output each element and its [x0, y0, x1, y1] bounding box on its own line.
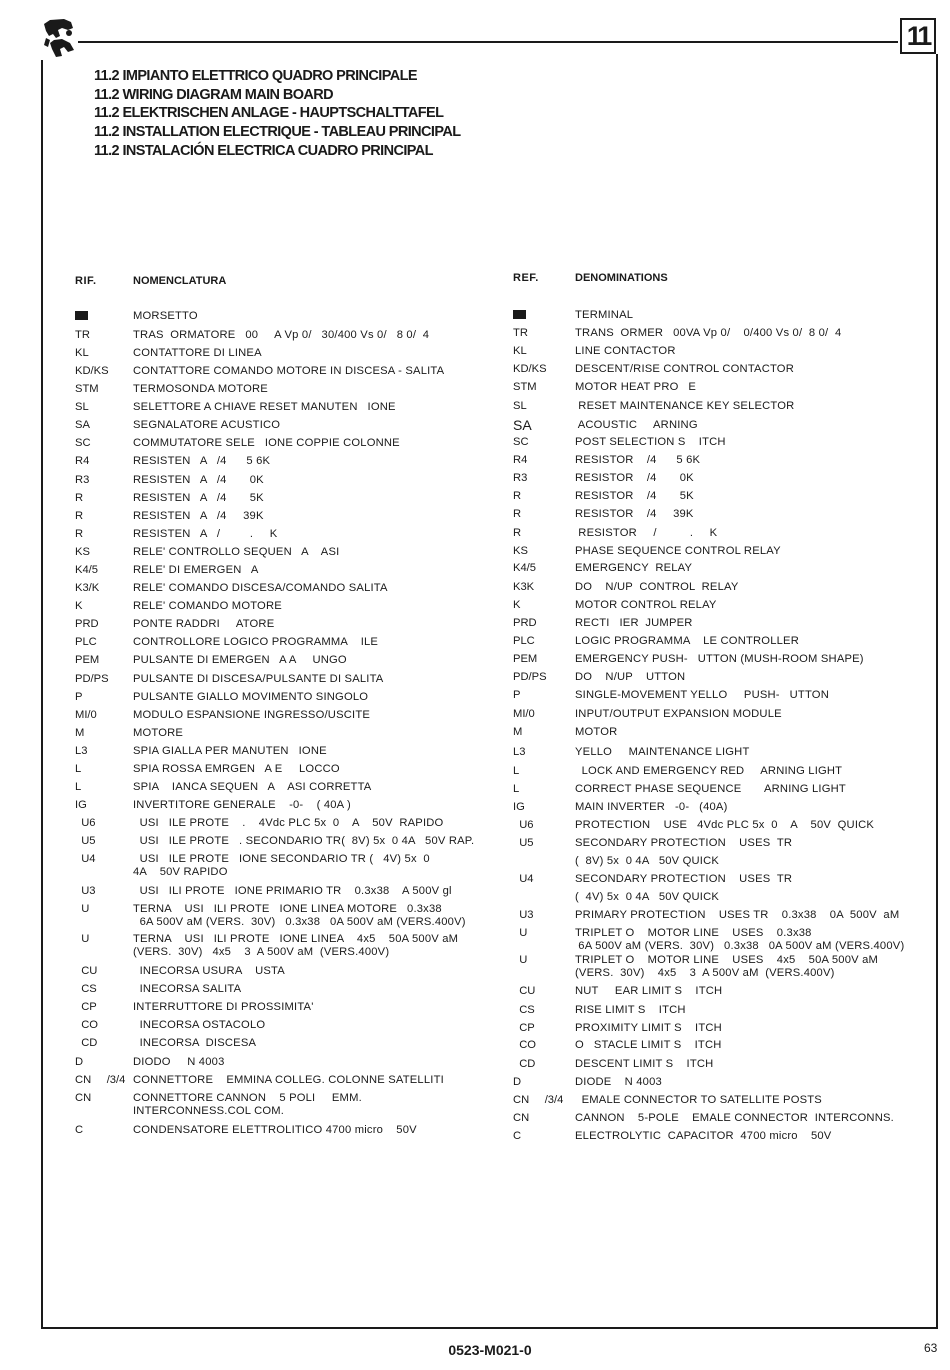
- ref-code: KL: [75, 347, 89, 359]
- ref-code: PEM: [513, 653, 538, 665]
- description: NUT EAR LIMIT S ITCH: [575, 985, 723, 997]
- ref-code: R3: [513, 472, 528, 484]
- description: RESISTEN A /4 0K: [133, 474, 264, 486]
- ref-code: R3: [75, 474, 90, 486]
- right-ref-header: REF.: [513, 272, 539, 284]
- description: SECONDARY PROTECTION USES TR: [575, 837, 793, 849]
- description: RECTI IER JUMPER: [575, 617, 693, 629]
- ref-code: R: [75, 492, 84, 504]
- ref-code: K4/5: [75, 564, 99, 576]
- ref-code: L: [75, 781, 82, 793]
- ref-code: U6: [75, 817, 96, 829]
- ref-code: TR: [75, 329, 90, 341]
- description: PULSANTE GIALLO MOVIMENTO SINGOLO: [133, 691, 369, 703]
- ref-code: L3: [513, 746, 526, 758]
- ref-code: CP: [75, 1001, 97, 1013]
- ref-code: L: [513, 783, 520, 795]
- description: RESISTOR /4 5 6K: [575, 454, 701, 466]
- terminal-symbol-icon: [75, 310, 88, 324]
- description: INECORSA SALITA: [133, 983, 242, 995]
- ref-code: SL: [75, 401, 89, 413]
- ref-code: U4: [513, 873, 534, 885]
- description: PROXIMITY LIMIT S ITCH: [575, 1022, 722, 1034]
- description: SELETTORE A CHIAVE RESET MANUTEN IONE: [133, 401, 396, 413]
- description: INPUT/OUTPUT EXPANSION MODULE: [575, 708, 782, 720]
- description: MOTOR: [575, 726, 618, 738]
- description: TRANS ORMER 00VA Vp 0/ 0/400 Vs 0/ 8 0/ 4: [575, 327, 842, 339]
- ref-code: PEM: [75, 654, 100, 666]
- description: MOTOR HEAT PRO E: [575, 381, 697, 393]
- ref-code: CN: [513, 1112, 530, 1124]
- description: MODULO ESPANSIONE INGRESSO/USCITE: [133, 709, 371, 721]
- description: DIODO N 4003: [133, 1056, 225, 1068]
- ref-code: MI/0: [513, 708, 535, 720]
- ref-code: U3: [75, 885, 96, 897]
- page-frame-left: [41, 60, 43, 1328]
- section-titles: [94, 67, 460, 161]
- page-frame-bottom: [41, 1327, 938, 1329]
- ref-code: IG: [75, 799, 87, 811]
- description: INTERRUTTORE DI PROSSIMITA': [133, 1001, 314, 1013]
- description: LINE CONTACTOR: [575, 345, 676, 357]
- ref-code: PLC: [513, 635, 535, 647]
- description: USI ILI PROTE IONE PRIMARIO TR 0.3x38 A 500V gl: [133, 885, 452, 897]
- description: USI ILE PROTE . 4Vdc PLC 5x 0 A 50V RAPIDO: [133, 817, 444, 829]
- description: INVERTITORE GENERALE -0- ( 40A ): [133, 799, 351, 811]
- ref-code: KL: [513, 345, 527, 357]
- description: CORRECT PHASE SEQUENCE ARNING LIGHT: [575, 783, 846, 795]
- ref-code: PD/PS: [513, 671, 547, 683]
- ref-code: CD: [75, 1037, 98, 1049]
- ref-code: STM: [75, 383, 99, 395]
- ref-code: CS: [513, 1004, 535, 1016]
- ref-code: R4: [75, 455, 90, 467]
- ref-code: CS: [75, 983, 97, 995]
- description: DESCENT LIMIT S ITCH: [575, 1058, 714, 1070]
- description: RESISTOR / . K: [575, 527, 718, 539]
- description: LOCK AND EMERGENCY RED ARNING LIGHT: [575, 765, 843, 777]
- description: RELE' DI EMERGEN A: [133, 564, 259, 576]
- ref-code: CN /3/4: [513, 1094, 564, 1106]
- ref-code: R: [513, 490, 522, 502]
- description: USI ILE PROTE IONE SECONDARIO TR ( 4V) 5x 0 4A 50V RAPIDO: [133, 853, 430, 878]
- ref-code: STM: [513, 381, 537, 393]
- ref-code: U: [513, 954, 528, 966]
- ref-code: L3: [75, 745, 88, 757]
- page-frame-right: [936, 54, 938, 1328]
- title-german: 11.2 ELEKTRISCHEN ANLAGE - HAUPTSCHALTTAFEL: [94, 105, 444, 122]
- description: SPIA GIALLA PER MANUTEN IONE: [133, 745, 327, 757]
- ref-code: K3/K: [75, 582, 100, 594]
- description: POST SELECTION S ITCH: [575, 436, 726, 448]
- ref-code: KS: [513, 545, 528, 557]
- ref-code: CN: [75, 1092, 92, 1104]
- description: RESISTEN A /4 39K: [133, 510, 264, 522]
- ref-code: P: [513, 689, 521, 701]
- description: TERMINAL: [575, 309, 634, 321]
- terminal-symbol-icon: [513, 309, 526, 323]
- ref-code: C: [513, 1130, 522, 1142]
- description: MOTOR CONTROL RELAY: [575, 599, 717, 611]
- description: DESCENT/RISE CONTROL CONTACTOR: [575, 363, 794, 375]
- document-code: 0523-M021-0: [448, 1342, 532, 1358]
- ref-code: R: [75, 510, 84, 522]
- description: ACOUSTIC ARNING: [575, 419, 698, 431]
- description: TERMOSONDA MOTORE: [133, 383, 268, 395]
- right-desc-header: DENOMINATIONS: [575, 272, 668, 284]
- description: YELLO MAINTENANCE LIGHT: [575, 746, 750, 758]
- ref-code: PD/PS: [75, 673, 109, 685]
- ref-code: CD: [513, 1058, 536, 1070]
- description: MORSETTO: [133, 310, 198, 322]
- ref-code: SA: [75, 419, 90, 431]
- ref-code: C: [75, 1124, 84, 1136]
- title-spanish: 11.2 INSTALACIÓN ELECTRICA CUADRO PRINCIPAL: [94, 142, 433, 159]
- ref-code: P: [75, 691, 83, 703]
- description: RELE' COMANDO MOTORE: [133, 600, 282, 612]
- description: TRAS ORMATORE 00 A Vp 0/ 30/400 Vs 0/ 8 0/ 4: [133, 329, 430, 341]
- title-italian: 11.2 IMPIANTO ELETTRICO QUADRO PRINCIPALE: [94, 68, 417, 84]
- description: SPIA ROSSA EMRGEN A E LOCCO: [133, 763, 340, 775]
- description: SECONDARY PROTECTION USES TR: [575, 873, 793, 885]
- section-number-badge: 11: [900, 18, 936, 54]
- ref-code: R4: [513, 454, 528, 466]
- description: ( 4V) 5x 0 4A 50V QUICK: [575, 891, 720, 903]
- description: ( 8V) 5x 0 4A 50V QUICK: [575, 855, 720, 867]
- description: TERNA USI ILI PROTE IONE LINEA 4x5 50A 500V aM (VERS. 30V) 4x5 3 A 500V aM (VERS.400V): [133, 933, 459, 958]
- description: RELE' COMANDO DISCESA/COMANDO SALITA: [133, 582, 388, 594]
- description: RESISTOR /4 5K: [575, 490, 694, 502]
- ref-code: CO: [513, 1039, 536, 1051]
- header-rule: [78, 41, 898, 43]
- ref-code: U: [75, 903, 90, 915]
- description: PROTECTION USE 4Vdc PLC 5x 0 A 50V QUICK: [575, 819, 875, 831]
- description: RESET MAINTENANCE KEY SELECTOR: [575, 400, 795, 412]
- ref-code: D: [513, 1076, 522, 1088]
- company-logo-icon: [40, 16, 78, 58]
- ref-code: KD/KS: [75, 365, 109, 377]
- ref-code: U: [513, 927, 528, 939]
- ref-code: KD/KS: [513, 363, 547, 375]
- description: RESISTOR /4 0K: [575, 472, 694, 484]
- description: CONTATTORE COMANDO MOTORE IN DISCESA - SALITA: [133, 365, 445, 377]
- description: EMERGENCY RELAY: [575, 562, 693, 574]
- ref-code: L: [513, 765, 520, 777]
- description: PULSANTE DI DISCESA/PULSANTE DI SALITA: [133, 673, 384, 685]
- description: PRIMARY PROTECTION USES TR 0.3x38 0A 500V aM: [575, 909, 900, 921]
- description: INECORSA OSTACOLO: [133, 1019, 266, 1031]
- description: CONNETTORE EMMINA COLLEG. COLONNE SATELLITI: [133, 1074, 444, 1086]
- description: SEGNALATORE ACUSTICO: [133, 419, 281, 431]
- description: INECORSA DISCESA: [133, 1037, 257, 1049]
- description: SPIA IANCA SEQUEN A ASI CORRETTA: [133, 781, 372, 793]
- description: USI ILE PROTE . SECONDARIO TR( 8V) 5x 0 4A 50V RAP.: [133, 835, 475, 847]
- ref-code: SC: [513, 436, 529, 448]
- ref-code: L: [75, 763, 82, 775]
- description: SINGLE-MOVEMENT YELLO PUSH- UTTON: [575, 689, 829, 701]
- ref-code: CU: [513, 985, 536, 997]
- ref-code: M: [75, 727, 85, 739]
- left-ref-header: RIF.: [75, 275, 97, 287]
- description: COMMUTATORE SELE IONE COPPIE COLONNE: [133, 437, 400, 449]
- ref-code: U: [75, 933, 90, 945]
- ref-code: K: [75, 600, 83, 612]
- ref-code: CO: [75, 1019, 98, 1031]
- description: RESISTEN A /4 5 6K: [133, 455, 271, 467]
- description: O STACLE LIMIT S ITCH: [575, 1039, 722, 1051]
- description: MOTORE: [133, 727, 184, 739]
- description: RESISTEN A /4 5K: [133, 492, 264, 504]
- ref-code: U6: [513, 819, 534, 831]
- ref-code: D: [75, 1056, 84, 1068]
- description: DO N/UP CONTROL RELAY: [575, 581, 739, 593]
- description: CONNETTORE CANNON 5 POLI EMM. INTERCONNESS.COL COM.: [133, 1092, 362, 1117]
- ref-code: K4/5: [513, 562, 537, 574]
- ref-code: PRD: [513, 617, 537, 629]
- description: LOGIC PROGRAMMA LE CONTROLLER: [575, 635, 799, 647]
- description: EMALE CONNECTOR TO SATELLITE POSTS: [575, 1094, 822, 1106]
- description: DIODE N 4003: [575, 1076, 662, 1088]
- ref-code: PRD: [75, 618, 99, 630]
- description: TRIPLET O MOTOR LINE USES 4x5 50A 500V aM (VERS. 30V) 4x5 3 A 500V aM (VERS.400V): [575, 954, 879, 979]
- description: EMERGENCY PUSH- UTTON (MUSH-ROOM SHAPE): [575, 653, 864, 665]
- ref-code: IG: [513, 801, 525, 813]
- left-desc-header: NOMENCLATURA: [133, 275, 227, 287]
- description: TERNA USI ILI PROTE IONE LINEA MOTORE 0.3x38 6A 500V aM (VERS. 30V) 0.3x38 0A 500V aM (VERS.400V): [133, 903, 466, 928]
- ref-code: R: [75, 528, 84, 540]
- ref-code: PLC: [75, 636, 97, 648]
- description: CONTATTORE DI LINEA: [133, 347, 262, 359]
- description: TRIPLET O MOTOR LINE USES 0.3x38 6A 500V aM (VERS. 30V) 0.3x38 0A 500V aM (VERS.400V): [575, 927, 905, 952]
- ref-code: K3K: [513, 581, 535, 593]
- description: PHASE SEQUENCE CONTROL RELAY: [575, 545, 781, 557]
- ref-code: R: [513, 508, 522, 520]
- ref-code: MI/0: [75, 709, 97, 721]
- description: INECORSA USURA USTA: [133, 965, 285, 977]
- title-french: 11.2 INSTALLATION ELECTRIQUE - TABLEAU PRINCIPAL: [94, 124, 461, 141]
- description: CONDENSATORE ELETTROLITICO 4700 micro 50V: [133, 1124, 417, 1136]
- description: RESISTOR /4 39K: [575, 508, 694, 520]
- description: DO N/UP UTTON: [575, 671, 686, 683]
- description: RISE LIMIT S ITCH: [575, 1004, 686, 1016]
- ref-code: U4: [75, 853, 96, 865]
- description: RESISTEN A / . K: [133, 528, 278, 540]
- description: MAIN INVERTER -0- (40A): [575, 801, 728, 813]
- description: RELE' CONTROLLO SEQUEN A ASI: [133, 546, 340, 558]
- ref-code: TR: [513, 327, 528, 339]
- ref-code: U5: [513, 837, 534, 849]
- ref-code: KS: [75, 546, 90, 558]
- ref-code: SA: [513, 417, 532, 433]
- ref-code: CP: [513, 1022, 535, 1034]
- description: PULSANTE DI EMERGEN A A UNGO: [133, 654, 347, 666]
- ref-code: M: [513, 726, 523, 738]
- description: ELECTROLYTIC CAPACITOR 4700 micro 50V: [575, 1130, 832, 1142]
- title-english: 11.2 WIRING DIAGRAM MAIN BOARD: [94, 86, 333, 103]
- ref-code: U3: [513, 909, 534, 921]
- description: PONTE RADDRI ATORE: [133, 618, 275, 630]
- page-number: 63: [924, 1341, 938, 1355]
- description: CANNON 5-POLE EMALE CONNECTOR INTERCONNS.: [575, 1112, 894, 1124]
- ref-code: CN /3/4: [75, 1074, 126, 1086]
- ref-code: SC: [75, 437, 91, 449]
- description: CONTROLLORE LOGICO PROGRAMMA ILE: [133, 636, 379, 648]
- ref-code: U5: [75, 835, 96, 847]
- ref-code: CU: [75, 965, 98, 977]
- ref-code: SL: [513, 400, 527, 412]
- ref-code: R: [513, 527, 522, 539]
- ref-code: K: [513, 599, 521, 611]
